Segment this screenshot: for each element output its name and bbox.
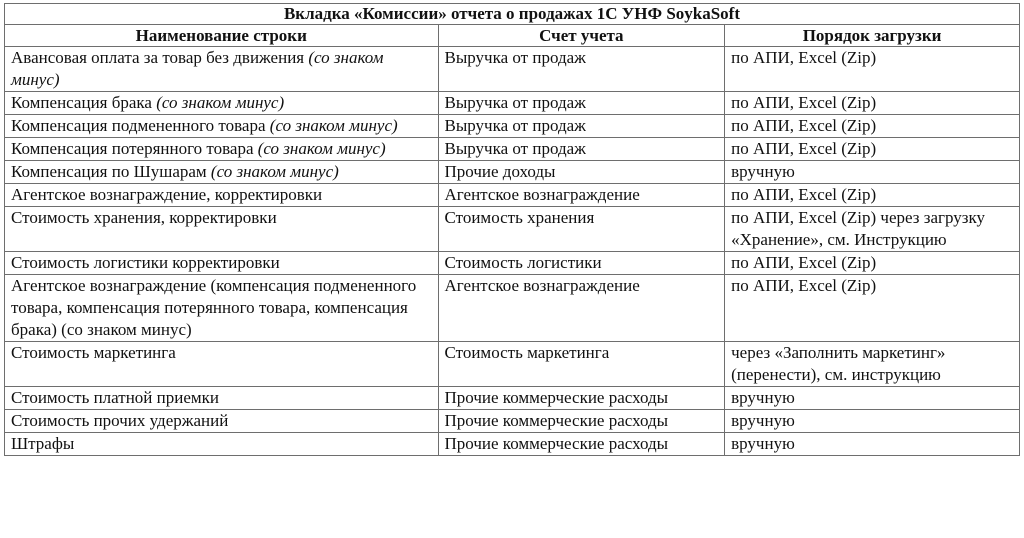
load-order-cell: вручную (725, 387, 1020, 410)
row-name-cell (5, 433, 439, 456)
account-cell: Стоимость логистики (438, 252, 725, 275)
account-cell: Прочие коммерческие расходы (438, 387, 725, 410)
row-name: Агентское вознаграждение (компенсация подмененного товара, компенсация потерянного товара, компенсация брака) (со знаком минус) (11, 276, 417, 339)
load-order-cell: по АПИ, Excel (Zip) через загрузку «Хранение», см. Инструкцию (725, 207, 1020, 252)
account-cell: Прочие доходы (438, 161, 725, 184)
row-name: Компенсация брака (11, 93, 152, 112)
table-row (5, 252, 1020, 275)
account-cell: Стоимость хранения (438, 207, 725, 252)
row-name: Компенсация по Шушарам (11, 162, 207, 181)
row-name: Стоимость хранения, корректировки (11, 208, 277, 227)
table-row (5, 207, 1020, 252)
load-order-cell: по АПИ, Excel (Zip) (725, 184, 1020, 207)
row-name-cell (5, 410, 439, 433)
row-name-cell (5, 207, 439, 252)
row-name-cell (5, 275, 439, 342)
account-cell: Выручка от продаж (438, 138, 725, 161)
row-name: Компенсация потерянного товара (11, 139, 254, 158)
table-row (5, 138, 1020, 161)
row-name: Стоимость маркетинга (11, 343, 176, 362)
commissions-table (4, 3, 1020, 456)
row-name-cell (5, 387, 439, 410)
column-header-row-name: Наименование строки (5, 25, 439, 47)
load-order-cell: по АПИ, Excel (Zip) (725, 275, 1020, 342)
table-row (5, 47, 1020, 92)
row-name-cell (5, 115, 439, 138)
row-note: (со знаком минус) (210, 162, 339, 181)
table-header-row (5, 25, 1020, 47)
account-cell: Агентское вознаграждение (438, 275, 725, 342)
column-header-load-order: Порядок загрузки (725, 25, 1020, 47)
row-name-cell (5, 47, 439, 92)
load-order-cell: по АПИ, Excel (Zip) (725, 252, 1020, 275)
commissions-table-container (4, 3, 1020, 456)
load-order-cell: по АПИ, Excel (Zip) (725, 115, 1020, 138)
row-note: (со знаком минус) (156, 93, 285, 112)
load-order-cell: вручную (725, 410, 1020, 433)
table-caption-row (5, 4, 1020, 25)
account-cell: Выручка от продаж (438, 115, 725, 138)
load-order-cell: по АПИ, Excel (Zip) (725, 47, 1020, 92)
row-name: Стоимость логистики корректировки (11, 253, 280, 272)
table-row (5, 342, 1020, 387)
table-row (5, 433, 1020, 456)
load-order-cell: вручную (725, 161, 1020, 184)
account-cell: Выручка от продаж (438, 47, 725, 92)
table-row (5, 410, 1020, 433)
row-name: Агентское вознаграждение, корректировки (11, 185, 323, 204)
table-row (5, 115, 1020, 138)
load-order-cell: по АПИ, Excel (Zip) (725, 138, 1020, 161)
row-name: Стоимость платной приемки (11, 388, 219, 407)
row-name: Стоимость прочих удержаний (11, 411, 229, 430)
load-order-cell: вручную (725, 433, 1020, 456)
load-order-cell: по АПИ, Excel (Zip) (725, 92, 1020, 115)
row-name-cell (5, 161, 439, 184)
table-row (5, 184, 1020, 207)
row-name-cell (5, 92, 439, 115)
row-name: Авансовая оплата за товар без движения (11, 48, 305, 67)
row-name-cell (5, 252, 439, 275)
account-cell: Выручка от продаж (438, 92, 725, 115)
account-cell: Прочие коммерческие расходы (438, 433, 725, 456)
load-order-cell: через «Заполнить маркетинг» (перенести), см. инструкцию (725, 342, 1020, 387)
account-cell: Стоимость маркетинга (438, 342, 725, 387)
row-name: Штрафы (11, 434, 75, 453)
table-row (5, 387, 1020, 410)
table-body (5, 47, 1020, 456)
table-title: Вкладка «Комиссии» отчета о продажах 1С УНФ SoykaSoft (5, 4, 1020, 25)
account-cell: Агентское вознаграждение (438, 184, 725, 207)
table-row (5, 275, 1020, 342)
table-row (5, 161, 1020, 184)
row-name-cell (5, 184, 439, 207)
column-header-account: Счет учета (438, 25, 725, 47)
row-name-cell (5, 342, 439, 387)
row-name-cell (5, 138, 439, 161)
row-note: (со знаком минус) (269, 116, 398, 135)
row-note: (со знаком минус) (257, 139, 386, 158)
table-row (5, 92, 1020, 115)
row-note: (со знаком минус) (11, 48, 384, 89)
account-cell: Прочие коммерческие расходы (438, 410, 725, 433)
row-name: Компенсация подмененного товара (11, 116, 266, 135)
